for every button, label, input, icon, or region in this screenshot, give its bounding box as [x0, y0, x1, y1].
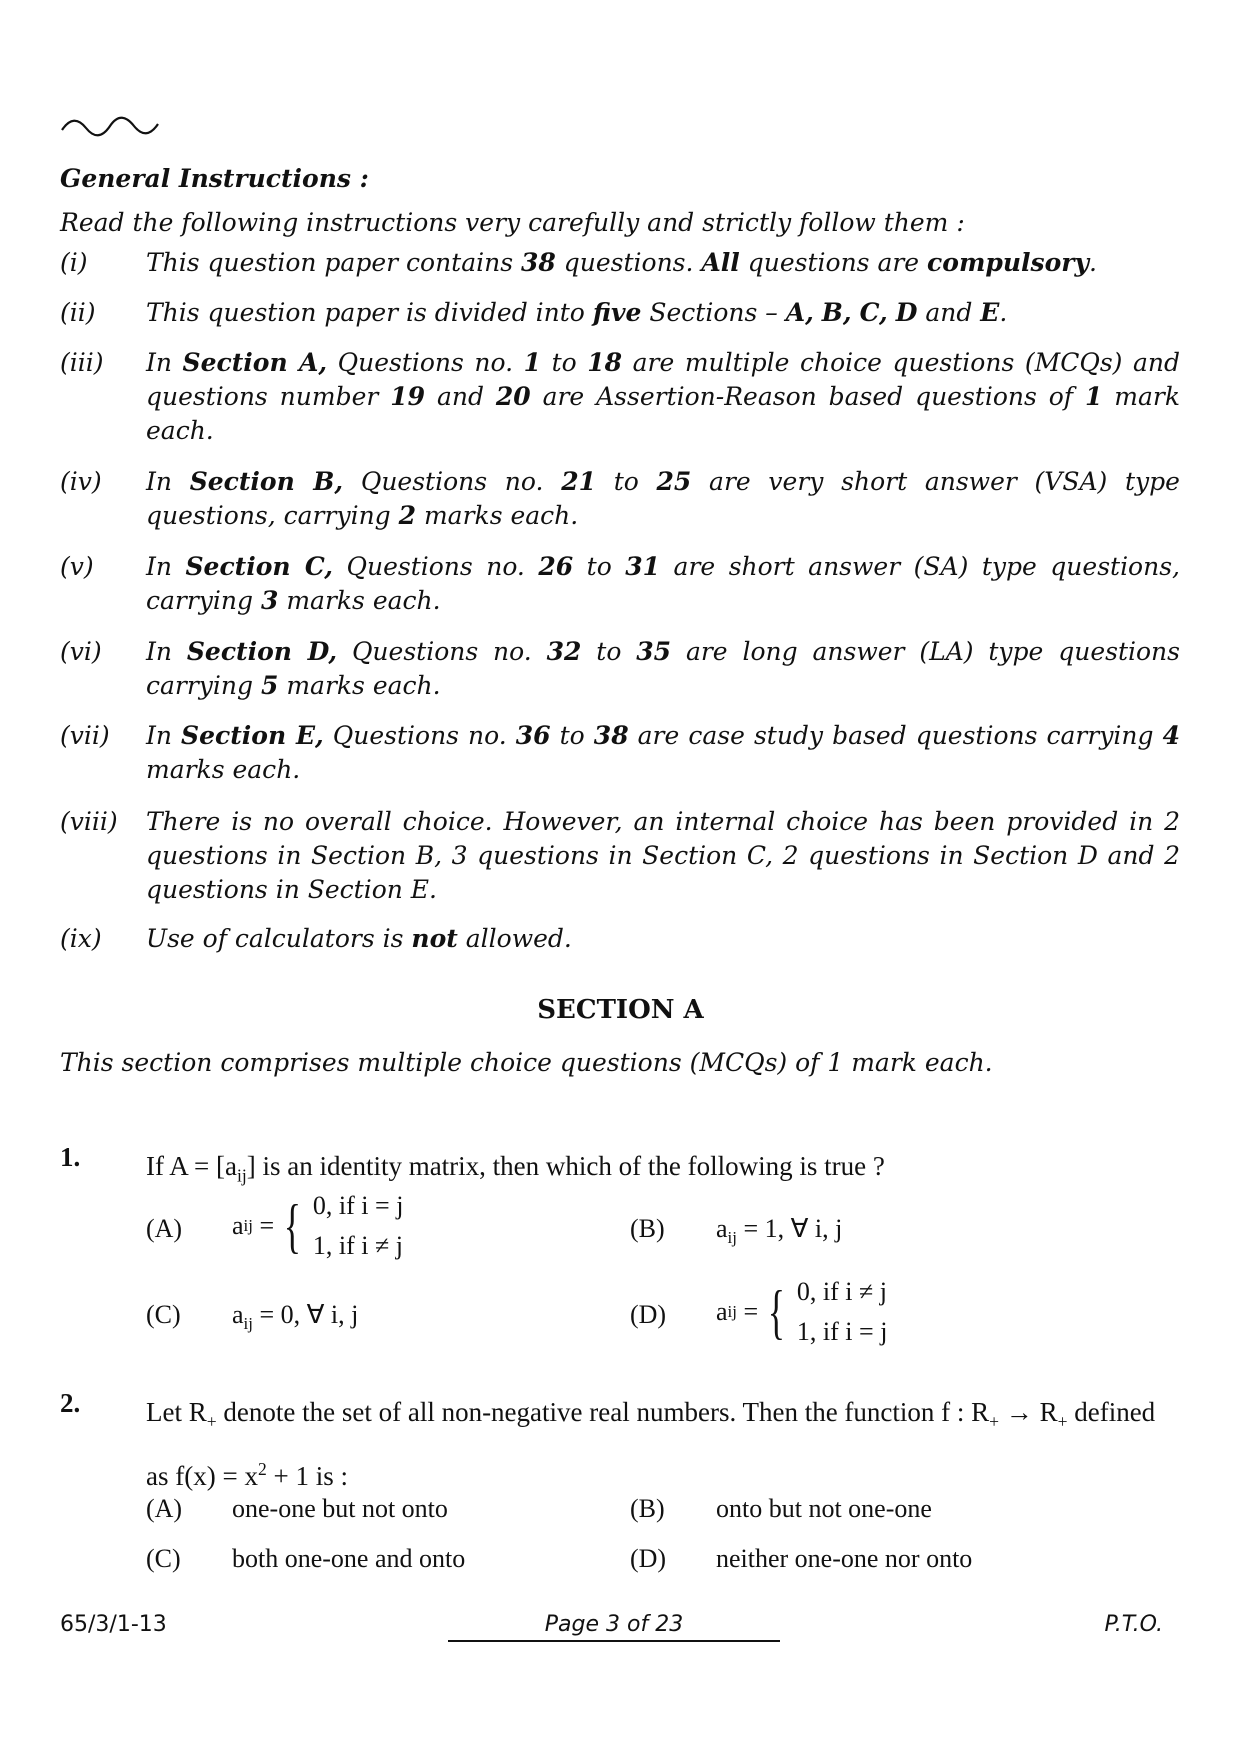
option-text: both one-one and onto [232, 1544, 466, 1573]
footer-page-number: Page 3 of 23 [544, 1612, 684, 1637]
section-title: SECTION A [537, 995, 704, 1025]
instruction-item [60, 346, 1180, 448]
instruction-item [60, 719, 1180, 787]
instruction-number: (i) [60, 248, 88, 277]
question-number: 2. [60, 1388, 81, 1418]
instruction-number: (v) [60, 552, 94, 581]
option-text: neither one-one nor onto [716, 1544, 973, 1573]
footer-rule [448, 1640, 780, 1642]
instruction-number: (iii) [60, 348, 104, 377]
question-1 [60, 1142, 1180, 1199]
option-label: (C) [146, 1544, 181, 1573]
option-text: a ij = { 0, if i = j 1, if i ≠ j [232, 1191, 404, 1260]
instruction-number: (viii) [60, 807, 118, 836]
general-instructions-title: General Instructions : [60, 164, 369, 193]
option-label: (B) [630, 1494, 665, 1523]
instruction-text: This question paper is divided into five Sections – A, B, C, D and E. [146, 298, 1008, 327]
instruction-item [60, 805, 1180, 907]
instruction-text: In Section E, Questions no. 36 to 38 are case study based questions carrying 4 marks each. [146, 721, 1180, 784]
general-instructions-intro: Read the following instructions very carefully and strictly follow them : [60, 208, 965, 237]
instruction-item [60, 465, 1180, 533]
instruction-item [60, 922, 1180, 956]
instruction-number: (ix) [60, 924, 102, 953]
footer-pto: P.T.O. [1104, 1612, 1163, 1637]
option-text: a ij = { 0, if i ≠ j 1, if i = j [716, 1277, 888, 1346]
option-label: (C) [146, 1300, 181, 1329]
instruction-item [60, 550, 1180, 618]
instruction-text: Use of calculators is not allowed. [146, 924, 572, 953]
instruction-number: (vi) [60, 637, 102, 666]
question-text: If $A = [a_{ij}]$ is an identity matrix, then which of the following is true ? [146, 1151, 885, 1186]
instruction-text: This question paper contains 38 questions. All questions are compulsory. [146, 248, 1097, 277]
option-text: one-one but not onto [232, 1494, 448, 1523]
option-label: (A) [146, 1494, 183, 1523]
instruction-item [60, 635, 1180, 703]
question-2 [60, 1388, 1180, 1500]
instruction-item [60, 246, 1180, 280]
instruction-item [60, 296, 1180, 330]
section-subtitle: This section comprises multiple choice questions (MCQs) of 1 mark each. [60, 1048, 993, 1077]
option-label: (B) [630, 1214, 665, 1243]
option-label: (A) [146, 1214, 183, 1243]
instruction-text: In Section A, Questions no. 1 to 18 are multiple choice questions (MCQs) and questions number 19 and 20 are Assertion-Reason based questions of 1 mark each. [146, 348, 1180, 445]
option-text: $a_{ij} = 1$, ∀ i, j [716, 1214, 843, 1248]
option-label: (D) [630, 1544, 667, 1573]
option-text: $a_{ij} = 0$, ∀ i, j [232, 1300, 359, 1334]
instruction-text: In Section C, Questions no. 26 to 31 are short answer (SA) type questions, carrying 3 marks each. [146, 552, 1180, 615]
question-text: Let $R_+$ denote the set of all non-negative real numbers. Then the function f : $R_+ \to R_+$ defined as $f(x) = x^2 + 1$ is : [146, 1397, 1156, 1492]
question-number: 1. [60, 1142, 81, 1172]
instruction-text: There is no overall choice. However, an internal choice has been provided in 2 questions in Section B, 3 questions in Section C, 2 questions in Section D and 2 questions in Section E. [146, 807, 1180, 904]
option-text: onto but not one-one [716, 1494, 932, 1523]
instruction-text: In Section B, Questions no. 21 to 25 are very short answer (VSA) type questions, carrying 2 marks each. [146, 467, 1180, 530]
footer-code: 65/3/1-13 [60, 1612, 167, 1637]
option-label: (D) [630, 1300, 667, 1329]
instruction-number: (iv) [60, 467, 102, 496]
instruction-number: (ii) [60, 298, 96, 327]
wavy-ornament-icon [60, 112, 160, 142]
instruction-number: (vii) [60, 721, 110, 750]
instruction-text: In Section D, Questions no. 32 to 35 are long answer (LA) type questions carrying 5 marks each. [146, 637, 1180, 700]
